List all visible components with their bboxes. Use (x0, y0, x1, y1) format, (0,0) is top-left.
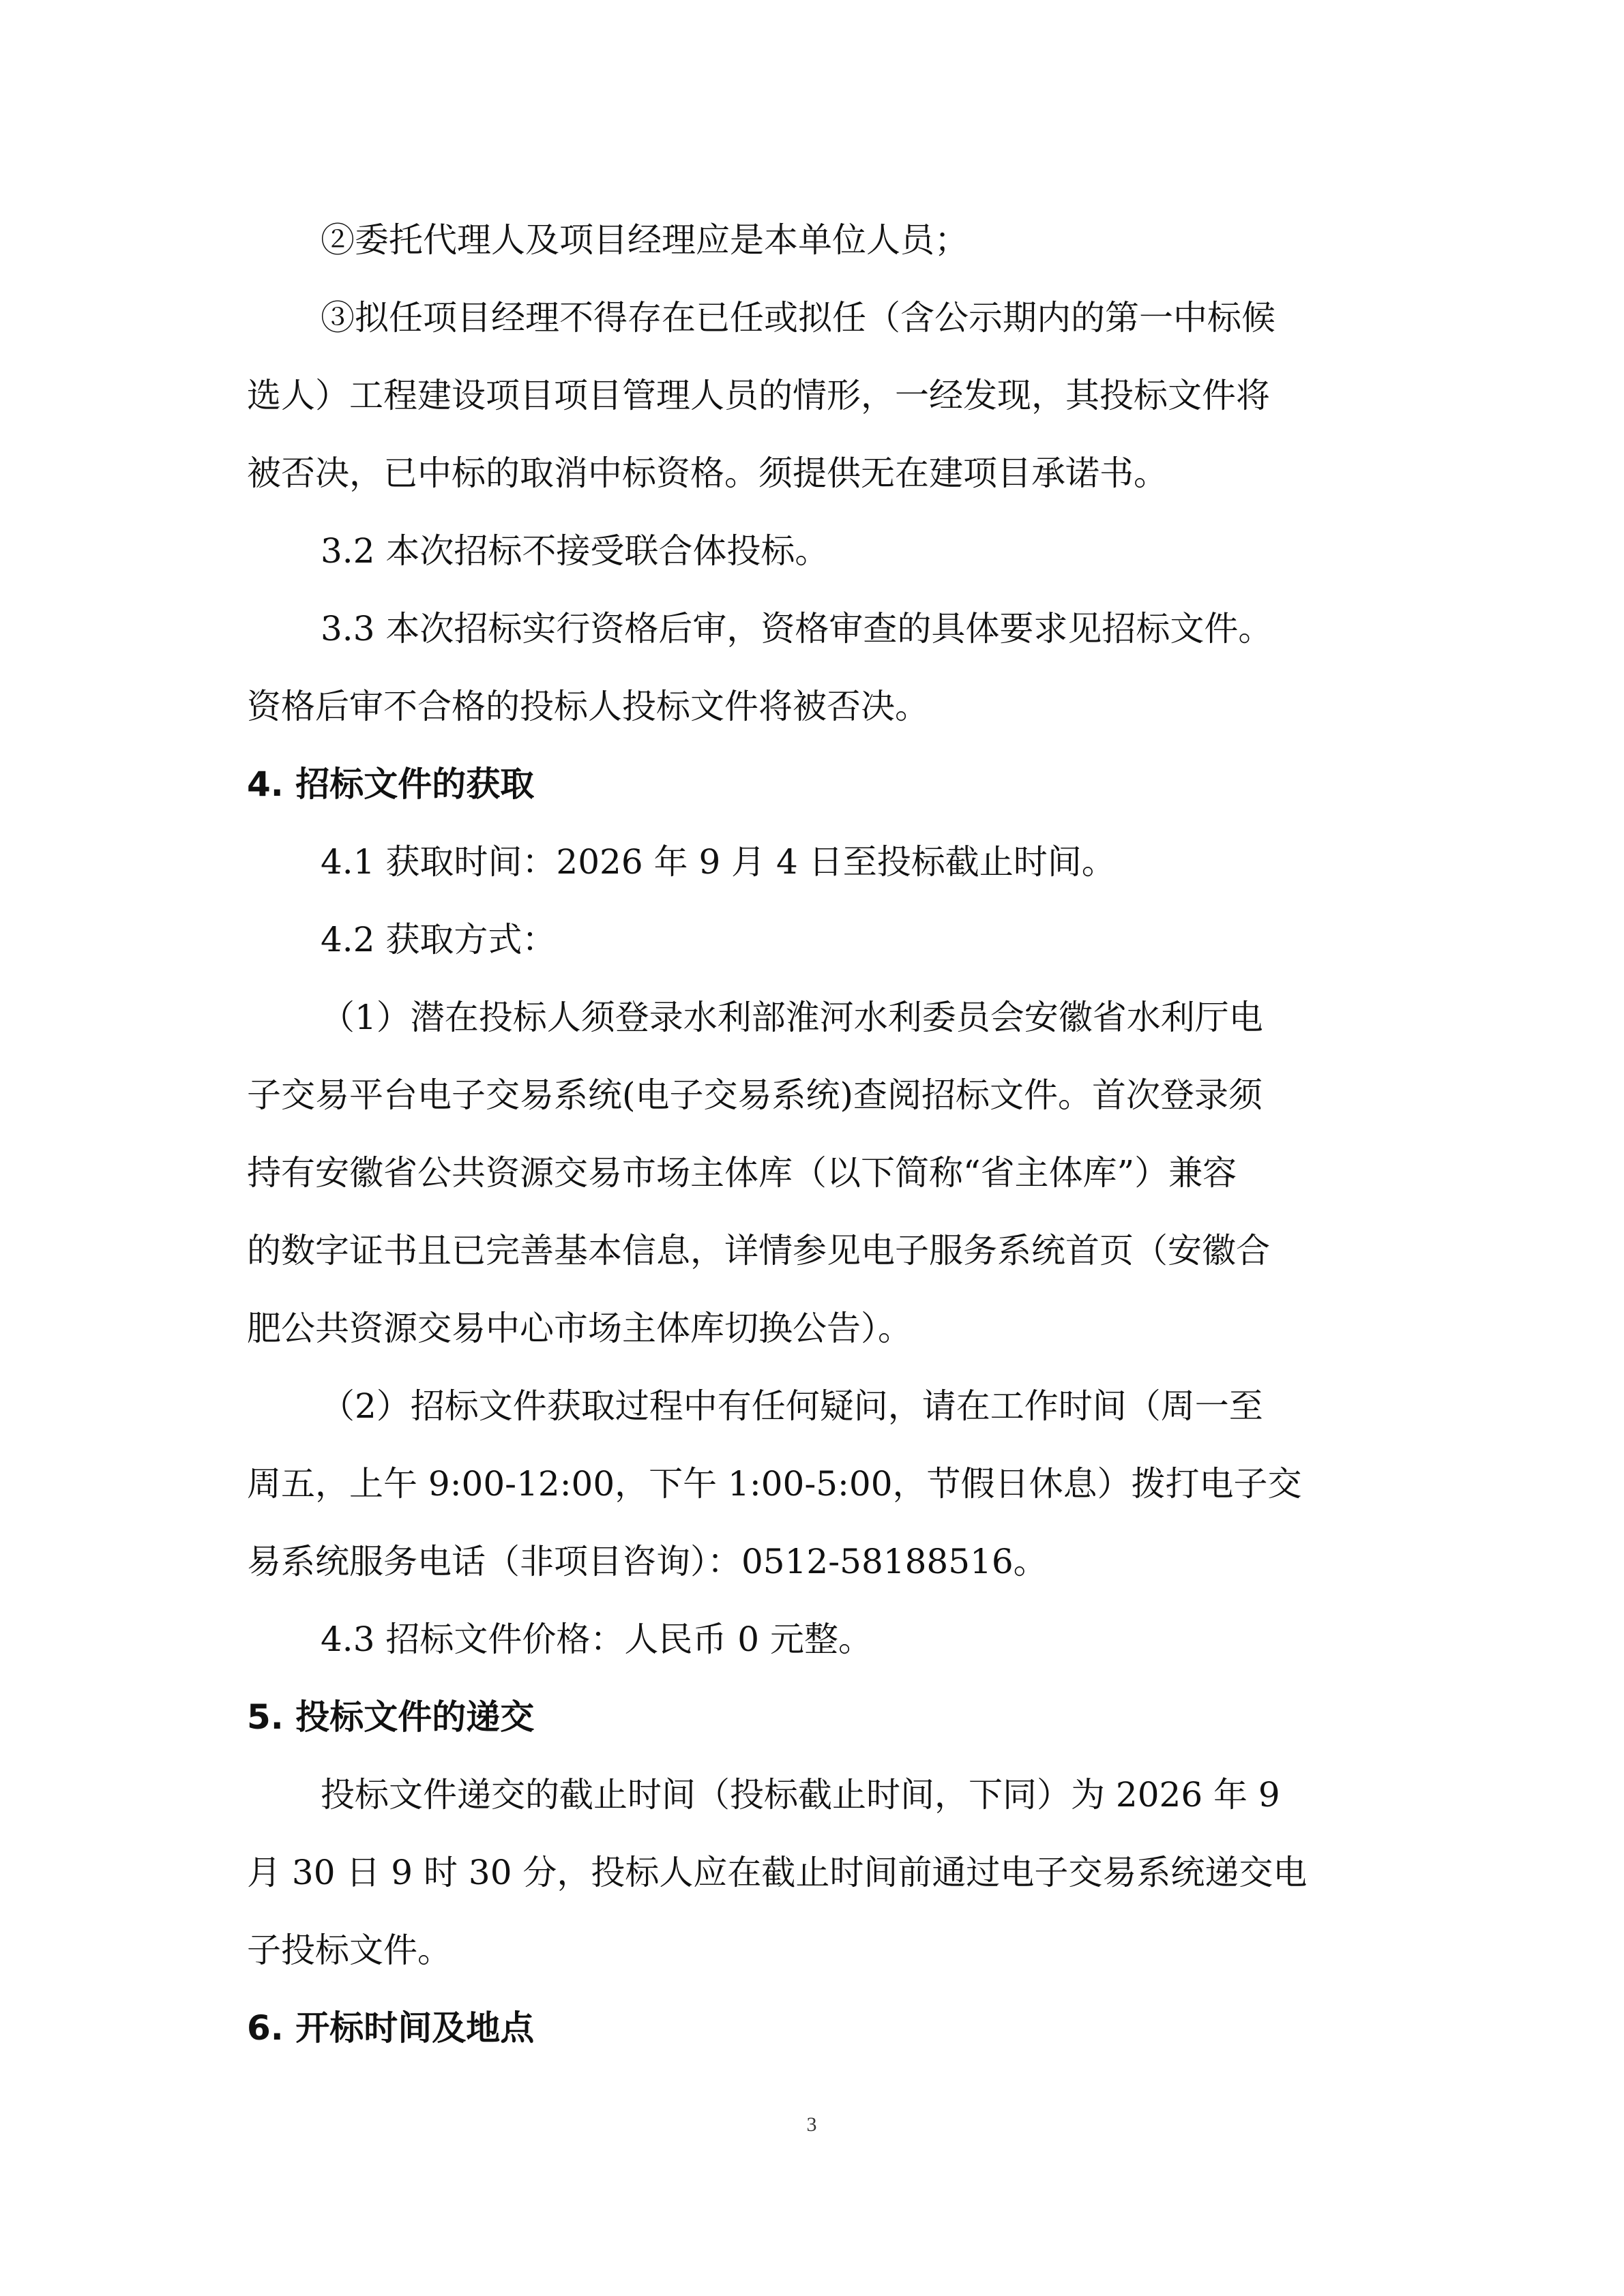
section-5-line-2: 月 30 日 9 时 30 分，投标人应在截止时间前通过电子交易系统递交电 (247, 1853, 1308, 1892)
clause-4-2-1-line-4: 的数字证书且已完善基本信息，详情参见电子服务系统首页（安徽合 (247, 1231, 1270, 1270)
clause-4-2-1-line-2: 子交易平台电子交易系统(电子交易系统)查阅招标文件。首次登录须 (247, 1075, 1263, 1115)
clause-4-1: 4.1 获取时间：2026 年 9 月 4 日至投标截止时间。 (321, 842, 1116, 882)
item-3-text-line-2: 选人）工程建设项目项目管理人员的情形，一经发现，其投标文件将 (247, 376, 1270, 415)
clause-4-2-2-line-1: （2）招标文件获取过程中有任何疑问，请在工作时间（周一至 (321, 1386, 1263, 1426)
clause-4-2-2-line-2: 周五，上午 9:00-12:00，下午 1:00-5:00，节假日休息）拨打电子交 (247, 1464, 1302, 1504)
section-heading-5: 5. 投标文件的递交 (247, 1697, 535, 1737)
section-heading-4: 4. 招标文件的获取 (247, 764, 535, 804)
clause-3-2: 3.2 本次招标不接受联合体投标。 (321, 531, 829, 571)
page-number: 3 (806, 2113, 817, 2136)
item-2-text: ②委托代理人及项目经理应是本单位人员； (321, 220, 969, 260)
clause-4-3: 4.3 招标文件价格：人民币 0 元整。 (321, 1620, 873, 1659)
item-3-text-line-3: 被否决，已中标的取消中标资格。须提供无在建项目承诺书。 (247, 453, 1168, 493)
section-5-line-3: 子投标文件。 (247, 1930, 452, 1970)
clause-4-2-1-line-3: 持有安徽省公共资源交易市场主体库（以下简称“省主体库”）兼容 (247, 1153, 1237, 1193)
section-5-line-1: 投标文件递交的截止时间（投标截止时间，下同）为 2026 年 9 (321, 1775, 1280, 1815)
clause-3-3-line-1: 3.3 本次招标实行资格后审，资格审查的具体要求见招标文件。 (321, 609, 1273, 648)
clause-3-3-line-2: 资格后审不合格的投标人投标文件将被否决。 (247, 687, 929, 726)
clause-4-2-1-line-5: 肥公共资源交易中心市场主体库切换公告）。 (247, 1309, 912, 1348)
clause-4-2-2-line-3: 易系统服务电话（非项目咨询）：0512-58188516。 (247, 1542, 1048, 1581)
clause-4-2-1-line-1: （1）潜在投标人须登录水利部淮河水利委员会安徽省水利厅电 (321, 998, 1263, 1037)
section-heading-6: 6. 开标时间及地点 (247, 2008, 535, 2048)
clause-4-2: 4.2 获取方式： (321, 920, 557, 959)
item-3-text-line-1: ③拟任项目经理不得存在已任或拟任（含公示期内的第一中标候 (321, 298, 1275, 338)
